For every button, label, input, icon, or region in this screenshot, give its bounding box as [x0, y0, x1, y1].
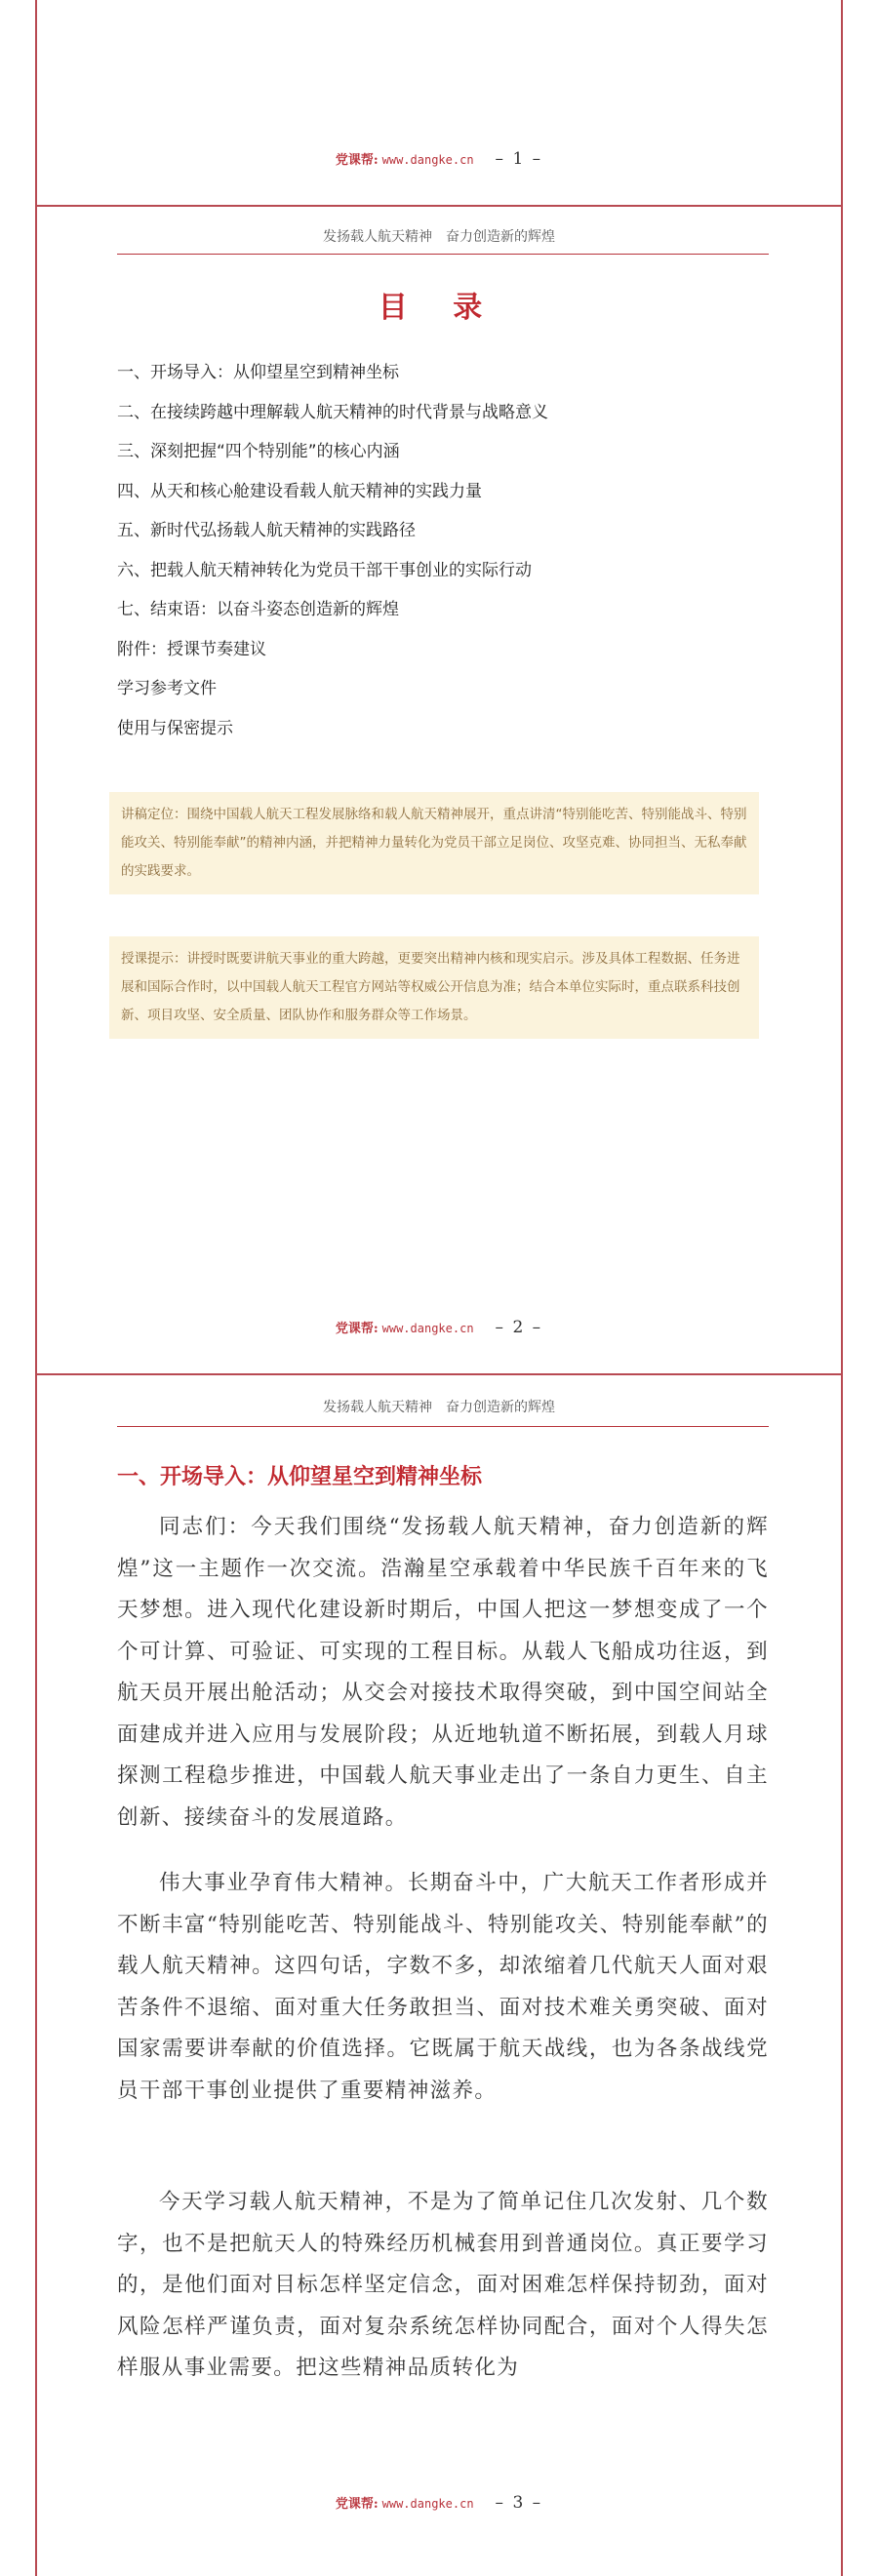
positioning-note: 讲稿定位：围绕中国载人航天工程发展脉络和载人航天精神展开，重点讲清“特别能吃苦、特别能战斗、特别能攻关、特别能奉献”的精神内涵，并把精神力量转化为党员干部立足岗位、攻坚克难、协同担当、无私奉献的实践要求。: [109, 792, 759, 894]
toc-item[interactable]: 七、结束语：以奋斗姿态创造新的辉煌: [117, 600, 399, 619]
body-paragraph: 今天学习载人航天精神，不是为了简单记住几次发射、几个数字，也不是把航天人的特殊经历机械套用到普通岗位。真正要学习的，是他们面对目标怎样坚定信念，面对困难怎样保持韧劲，面对风险怎样严谨负责，面对复杂系统怎样协同配合，面对个人得失怎样服从事业需要。把这些精神品质转化为: [117, 2190, 769, 2380]
page-border-left: [35, 0, 37, 2576]
header-rule: [117, 1426, 769, 1427]
toc-item[interactable]: 三、深刻把握“四个特别能”的核心内涵: [117, 442, 400, 461]
running-header-right: 奋力创造新的辉煌: [446, 1400, 555, 1415]
toc-item[interactable]: 二、在接续跨越中理解载人航天精神的时代背景与战略意义: [117, 402, 548, 422]
toc-title: 目 录: [378, 291, 500, 325]
page-number: – 1 –: [495, 149, 543, 169]
toc-list: [117, 353, 548, 748]
header-rule: [117, 254, 769, 255]
page-border-right: [841, 0, 843, 2576]
running-header: [0, 226, 878, 246]
page-divider: [35, 205, 843, 207]
toc-item[interactable]: 附件：授课节奏建议: [117, 639, 266, 659]
footer-brand: 党课帮:: [335, 2497, 379, 2512]
toc-item[interactable]: 学习参考文件: [117, 679, 217, 698]
footer-brand: 党课帮:: [335, 153, 379, 168]
body-paragraph: 伟大事业孕育伟大精神。长期奋斗中，广大航天工作者形成并不断丰富“特别能吃苦、特别能战斗、特别能攻关、特别能奉献”的载人航天精神。这四句话，字数不多，却浓缩着几代航天人面对艰苦条件不退缩、面对重大任务敢担当、面对技术难关勇突破、面对国家需要讲奉献的价值选择。它既属于航天战线，也为各条战线党员干部干事创业提供了重要精神滋养。: [117, 1871, 769, 2103]
page-footer: [0, 1318, 878, 1337]
footer-url: www.dangke.cn: [381, 2497, 474, 2511]
toc-item[interactable]: 四、从天和核心舱建设看载人航天精神的实践力量: [117, 481, 482, 501]
running-header-right: 奋力创造新的辉煌: [446, 229, 555, 245]
footer-url: www.dangke.cn: [381, 153, 474, 167]
page-divider: [35, 1373, 843, 1375]
running-header-left: 发扬载人航天精神: [323, 229, 432, 245]
page-footer: [0, 2493, 878, 2513]
page-number: – 3 –: [495, 2493, 543, 2513]
toc-item[interactable]: 一、开场导入：从仰望星空到精神坐标: [117, 363, 399, 382]
section-heading: 一、开场导入：从仰望星空到精神坐标: [117, 1465, 483, 1489]
toc-item[interactable]: 六、把载人航天精神转化为党员干部干事创业的实际行动: [117, 560, 532, 580]
toc-item[interactable]: 使用与保密提示: [117, 718, 233, 738]
footer-brand: 党课帮:: [335, 1322, 379, 1336]
page-number: – 2 –: [495, 1318, 543, 1337]
toc-item[interactable]: 五、新时代弘扬载人航天精神的实践路径: [117, 521, 416, 540]
teaching-note: 授课提示：讲授时既要讲航天事业的重大跨越，更要突出精神内核和现实启示。涉及具体工程数据、任务进展和国际合作时，以中国载人航天工程官方网站等权威公开信息为准；结合本单位实际时，重点联系科技创新、项目攻坚、安全质量、团队协作和服务群众等工作场景。: [109, 936, 759, 1039]
page-footer: [0, 149, 878, 169]
footer-url: www.dangke.cn: [381, 1322, 474, 1335]
running-header-left: 发扬载人航天精神: [323, 1400, 432, 1415]
body-paragraph: 同志们：今天我们围绕“发扬载人航天精神，奋力创造新的辉煌”这一主题作一次交流。浩瀚星空承载着中华民族千百年来的飞天梦想。进入现代化建设新时期后，中国人把这一梦想变成了一个个可计算、可验证、可实现的工程目标。从载人飞船成功往返，到航天员开展出舱活动；从交会对接技术取得突破，到中国空间站全面建成并进入应用与发展阶段；从近地轨道不断拓展，到载人月球探测工程稳步推进，中国载人航天事业走出了一条自力更生、自主创新、接续奋斗的发展道路。: [117, 1515, 769, 1830]
running-header: [0, 1397, 878, 1416]
